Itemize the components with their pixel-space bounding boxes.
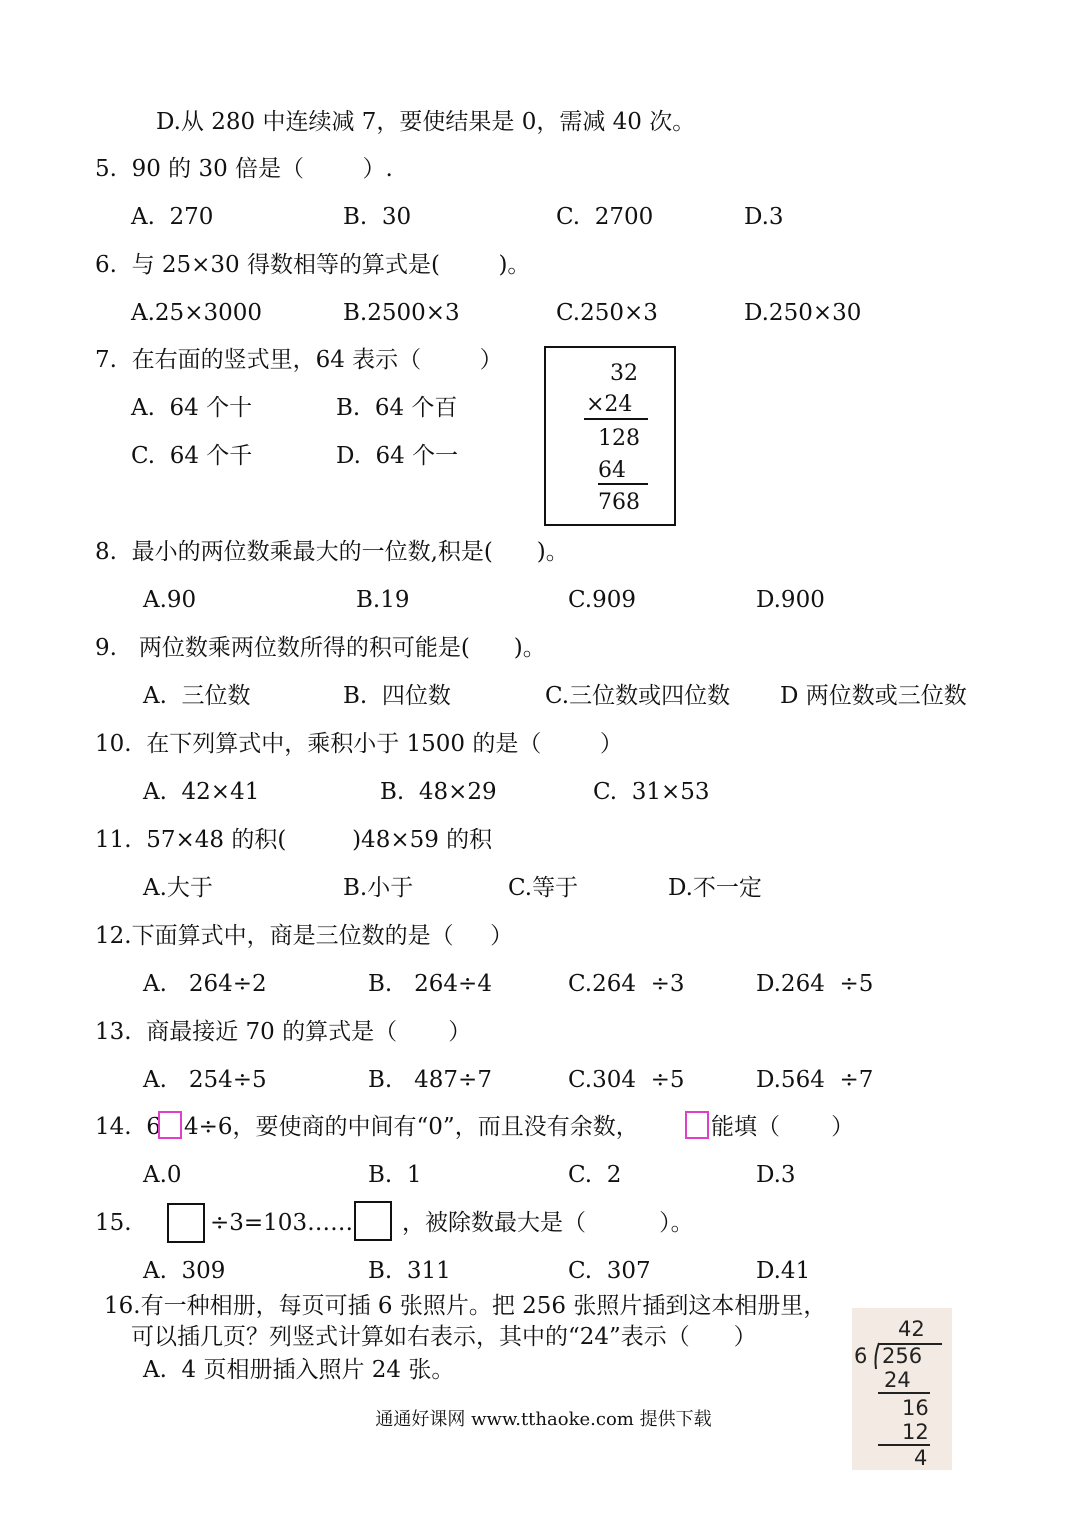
question-10: 10. 在下列算式中，乘积小于 1500 的是（ ）: [95, 731, 623, 757]
q11-option-b: B.小于: [343, 875, 414, 901]
calc16-divisor: 6: [854, 1344, 868, 1368]
question-14-ending: 能填（ ）: [711, 1114, 855, 1140]
q12-option-c: C.264 ÷3: [568, 971, 685, 997]
q15-option-b: B. 311: [368, 1258, 451, 1284]
q11-option-a: A.大于: [143, 875, 213, 901]
q7-option-d: D. 64 个一: [336, 443, 459, 469]
q15-option-a: A. 309: [143, 1258, 226, 1284]
question-9: 9. 两位数乘两位数所得的积可能是( )。: [95, 635, 546, 661]
q10-option-b: B. 48×29: [380, 779, 497, 805]
q10-option-a: A. 42×41: [143, 779, 260, 805]
question-15-ending: ，被除数最大是（ ）。: [402, 1210, 694, 1236]
q14-blank-box-1: [158, 1111, 182, 1139]
q14-option-a: A.0: [143, 1162, 182, 1188]
calc7-multiplier: ×24: [586, 392, 633, 417]
q8-option-c: C.909: [568, 587, 636, 613]
question-15-text: ÷3=103……: [210, 1210, 354, 1236]
q16-long-division: [852, 1308, 952, 1470]
question-11: 11. 57×48 的积( )48×59 的积: [95, 827, 493, 853]
q15-blank-box-2: [354, 1201, 392, 1241]
q4-option-d: D.从 280 中连续减 7，要使结果是 0，需减 40 次。: [156, 109, 696, 135]
q11-option-d: D.不一定: [668, 875, 762, 901]
calc16-remainder-1: 16: [902, 1396, 929, 1420]
q9-option-d: D 两位数或三位数: [780, 683, 967, 709]
question-14-number: 14. 6: [95, 1114, 161, 1140]
calc16-dividend: 256: [882, 1344, 923, 1368]
q8-option-d: D.900: [756, 587, 825, 613]
q14-option-b: B. 1: [368, 1162, 422, 1188]
q5-option-c: C. 2700: [556, 204, 654, 230]
q6-option-b: B.2500×3: [343, 300, 460, 326]
q7-option-a: A. 64 个十: [131, 395, 253, 421]
q5-option-d: D.3: [744, 204, 784, 230]
q16-option-a: A. 4 页相册插入照片 24 张。: [143, 1357, 455, 1383]
q14-option-d: D.3: [756, 1162, 796, 1188]
question-8: 8. 最小的两位数乘最大的一位数,积是( )。: [95, 539, 569, 565]
q6-option-a: A.25×3000: [131, 300, 262, 326]
q13-option-a: A. 254÷5: [143, 1067, 267, 1093]
calc7-partial-2: 64: [598, 458, 626, 483]
q14-blank-box-2: [685, 1111, 709, 1139]
question-13: 13. 商最接近 70 的算式是（ ）: [95, 1019, 472, 1045]
q12-option-a: A. 264÷2: [143, 971, 267, 997]
calc16-rule-1: [878, 1392, 930, 1394]
question-5: 5. 90 的 30 倍是（ ）.: [95, 156, 393, 182]
q13-option-b: B. 487÷7: [368, 1067, 492, 1093]
question-12: 12.下面算式中，商是三位数的是（ ）: [95, 923, 514, 949]
q14-option-c: C. 2: [568, 1162, 622, 1188]
q7-vertical-calculation: [544, 346, 676, 526]
calc7-product: 768: [598, 490, 640, 515]
question-7: 7. 在右面的竖式里，64 表示（ ）: [95, 347, 503, 373]
q6-option-d: D.250×30: [744, 300, 862, 326]
calc16-remainder: 4: [914, 1446, 928, 1470]
q8-option-a: A.90: [143, 587, 197, 613]
q7-option-b: B. 64 个百: [336, 395, 458, 421]
question-16-line-1: 16.有一种相册，每页可插 6 张照片。把 256 张照片插到这本相册里，: [104, 1293, 827, 1319]
q11-option-c: C.等于: [508, 875, 579, 901]
calc7-multiplicand: 32: [610, 361, 638, 386]
calc7-rule-1: [584, 418, 648, 420]
calc16-subtract-2: 12: [902, 1420, 929, 1444]
q9-option-b: B. 四位数: [343, 683, 451, 709]
q9-option-c: C.三位数或四位数: [545, 683, 731, 709]
calc16-subtract-1: 24: [884, 1368, 911, 1392]
q13-option-c: C.304 ÷5: [568, 1067, 685, 1093]
calc16-quotient: 42: [898, 1317, 925, 1341]
q15-blank-box-1: [167, 1203, 205, 1243]
q9-option-a: A. 三位数: [143, 683, 251, 709]
q12-option-d: D.264 ÷5: [756, 971, 874, 997]
q15-option-c: C. 307: [568, 1258, 651, 1284]
q5-option-a: A. 270: [131, 204, 214, 230]
calc7-rule-2: [598, 483, 648, 485]
q6-option-c: C.250×3: [556, 300, 658, 326]
calc16-division-bracket: [872, 1342, 882, 1370]
question-15-number: 15.: [95, 1210, 132, 1236]
question-14-text: 4÷6，要使商的中间有“0”，而且没有余数，: [184, 1114, 639, 1140]
q7-option-c: C. 64 个千: [131, 443, 253, 469]
page-footer: 通通好课网 www.tthaoke.com 提供下载: [375, 1409, 712, 1430]
q15-option-d: D.41: [756, 1258, 811, 1284]
q10-option-c: C. 31×53: [593, 779, 710, 805]
q12-option-b: B. 264÷4: [368, 971, 492, 997]
q5-option-b: B. 30: [343, 204, 412, 230]
q13-option-d: D.564 ÷7: [756, 1067, 874, 1093]
calc7-partial-1: 128: [598, 426, 640, 451]
question-6: 6. 与 25×30 得数相等的算式是( )。: [95, 252, 531, 278]
question-16-line-2: 可以插几页？列竖式计算如右表示，其中的“24”表示（ ）: [131, 1324, 757, 1350]
q8-option-b: B.19: [356, 587, 410, 613]
